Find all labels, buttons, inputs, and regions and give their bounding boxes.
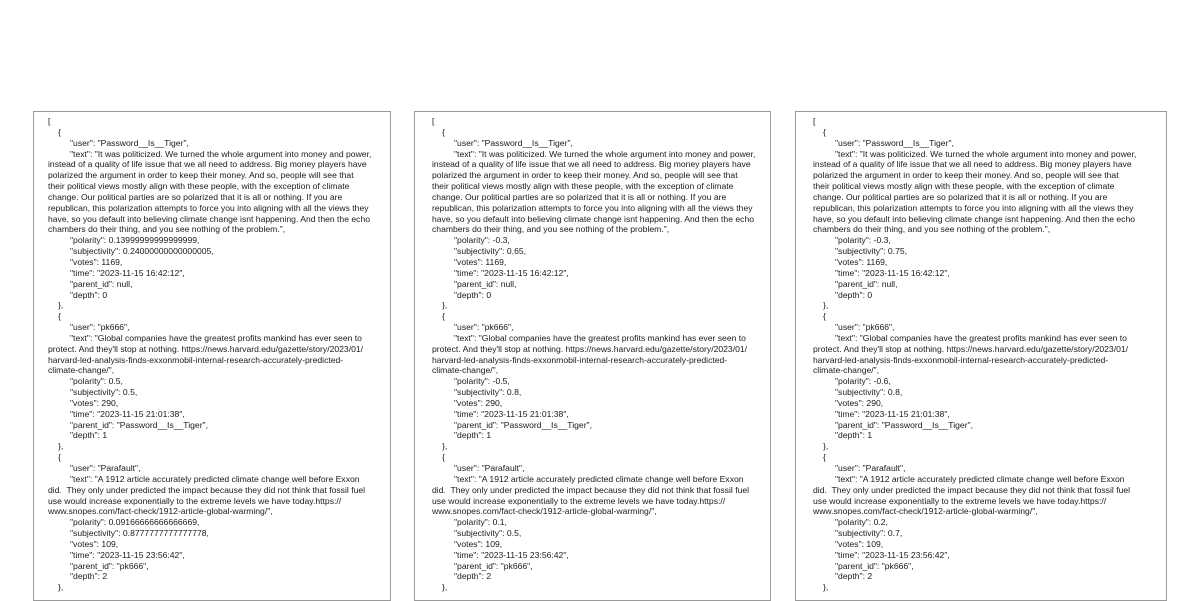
field-line: "depth": 1 xyxy=(454,430,492,441)
json-panel-content xyxy=(813,116,1162,593)
field-text-line: "text": "Global companies have the greatest profits mankind has ever seen to xyxy=(70,332,362,343)
field-text-line: polarized the argument in order to keep their money. And so, people will see that xyxy=(48,170,354,181)
field-text-line: their political views mostly align with these people, with the exception of climate xyxy=(48,181,350,192)
field-line: "polarity": 0.13999999999999999, xyxy=(70,235,200,246)
field-line: "subjectivity": 0.24000000000000005, xyxy=(70,246,214,257)
field-line: "depth": 2 xyxy=(70,571,108,582)
field-line: "parent_id": "Password__Is__Tiger", xyxy=(70,419,208,430)
field-line: "depth": 2 xyxy=(454,571,492,582)
field-text-line: have, so you default into believing climate change isnt happening. And then the echo xyxy=(813,213,1136,224)
field-line: "votes": 290, xyxy=(70,397,119,408)
field-line: "polarity": 0.2, xyxy=(835,517,888,528)
array-open-bracket: [ xyxy=(813,116,816,126)
field-line: "time": "2023-11-15 23:56:42", xyxy=(454,549,569,560)
field-line: "votes": 109, xyxy=(454,538,503,549)
field-line: "votes": 109, xyxy=(835,538,884,549)
field-text-line: use would increase exponentially to the extreme levels we have today.https:// xyxy=(813,495,1107,506)
field-line: "subjectivity": 0.5, xyxy=(70,387,138,398)
json-panel-1 xyxy=(33,111,391,601)
field-line: "votes": 290, xyxy=(454,397,503,408)
field-text-line: republican, this polarization attempts to force you into aligning with all the views they xyxy=(48,202,369,213)
field-line: "polarity": 0.09166666666666669, xyxy=(70,517,200,528)
field-line: "subjectivity": 0.5, xyxy=(454,528,522,539)
field-text-line: "text": "It was politicized. We turned the whole argument into money and power, xyxy=(454,148,756,159)
field-text-line: "text": "Global companies have the greatest profits mankind has ever seen to xyxy=(454,332,746,343)
json-panel-content xyxy=(432,116,766,593)
field-text-line: republican, this polarization attempts to force you into aligning with all the views they xyxy=(432,202,753,213)
field-text-line: use would increase exponentially to the extreme levels we have today.https:// xyxy=(48,495,342,506)
field-text-line: www.snopes.com/fact-check/1912-article-global-warming/", xyxy=(48,506,273,517)
field-text-line: did. They only under predicted the impact because they did not think that fossil fuel xyxy=(48,484,366,495)
object-open-brace: { xyxy=(442,452,445,463)
field-text-line: polarized the argument in order to keep their money. And so, people will see that xyxy=(813,170,1119,181)
field-user: "user": "Password__Is__Tiger", xyxy=(70,137,189,148)
object-close-brace: }, xyxy=(442,582,448,593)
object-open-brace: { xyxy=(58,311,61,322)
field-text-line: "text": "A 1912 article accurately predicted climate change well before Exxon xyxy=(70,473,360,484)
field-line: "depth": 0 xyxy=(454,289,492,300)
field-line: "subjectivity": 0.8, xyxy=(835,387,903,398)
field-user: "user": "Parafault", xyxy=(454,463,525,473)
field-text-line: instead of a quality of life issue that we all need to address. Big money players have xyxy=(813,159,1132,170)
field-line: "parent_id": "pk666", xyxy=(835,560,914,571)
field-text-line: www.snopes.com/fact-check/1912-article-global-warming/", xyxy=(432,506,657,517)
field-user: "user": "Password__Is__Tiger", xyxy=(835,137,954,148)
field-text-line: their political views mostly align with these people, with the exception of climate xyxy=(813,181,1115,192)
field-text-line: harvard-led-analysis-finds-exxonmobil-internal-research-accurately-predicted- xyxy=(48,354,344,365)
field-line: "votes": 1169, xyxy=(454,256,507,267)
field-line: "depth": 1 xyxy=(70,430,108,441)
field-text-line: "text": "A 1912 article accurately predicted climate change well before Exxon xyxy=(835,473,1125,484)
field-text-line: "text": "It was politicized. We turned the whole argument into money and power, xyxy=(70,148,372,159)
field-line: "polarity": 0.5, xyxy=(70,376,123,387)
json-panel-content xyxy=(48,116,386,593)
field-text-line: climate-change/", xyxy=(48,365,115,376)
field-line: "polarity": -0.6, xyxy=(835,376,891,387)
field-user: "user": "pk666", xyxy=(454,322,514,333)
object-close-brace: }, xyxy=(58,582,64,593)
field-line: "polarity": -0.3, xyxy=(835,235,891,246)
object-close-brace: }, xyxy=(58,441,64,452)
field-text-line: www.snopes.com/fact-check/1912-article-global-warming/", xyxy=(813,506,1038,517)
field-text-line: "text": "A 1912 article accurately predicted climate change well before Exxon xyxy=(454,473,744,484)
field-text-line: chambers do their thing, and you see nothing of the problem.", xyxy=(813,224,1051,235)
field-text-line: did. They only under predicted the impact because they did not think that fossil fuel xyxy=(813,484,1131,495)
field-line: "time": "2023-11-15 23:56:42", xyxy=(70,549,185,560)
field-text-line: have, so you default into believing climate change isnt happening. And then the echo xyxy=(48,213,371,224)
field-user: "user": "Parafault", xyxy=(835,463,906,473)
field-text-line: change. Our political parties are so polarized that it is all or nothing. If you are xyxy=(813,191,1108,202)
array-open-bracket: [ xyxy=(48,116,51,126)
field-line: "time": "2023-11-15 23:56:42", xyxy=(835,549,950,560)
field-user: "user": "Password__Is__Tiger", xyxy=(454,137,573,148)
field-line: "polarity": -0.3, xyxy=(454,235,510,246)
field-line: "votes": 1169, xyxy=(835,256,888,267)
field-line: "parent_id": "Password__Is__Tiger", xyxy=(835,419,973,430)
field-text-line: protect. And they'll stop at nothing. https://news.harvard.edu/gazette/story/2023/01/ xyxy=(813,343,1129,354)
field-line: "subjectivity": 0.7, xyxy=(835,528,903,539)
field-text-line: climate-change/", xyxy=(813,365,880,376)
field-text-line: protect. And they'll stop at nothing. https://news.harvard.edu/gazette/story/2023/01/ xyxy=(432,343,748,354)
field-line: "time": "2023-11-15 16:42:12", xyxy=(70,267,185,278)
object-close-brace: }, xyxy=(442,300,448,311)
field-line: "parent_id": "pk666", xyxy=(70,560,149,571)
field-text-line: polarized the argument in order to keep their money. And so, people will see that xyxy=(432,170,738,181)
field-line: "votes": 1169, xyxy=(70,256,123,267)
field-text-line: "text": "Global companies have the greatest profits mankind has ever seen to xyxy=(835,332,1127,343)
object-open-brace: { xyxy=(442,126,445,137)
field-text-line: have, so you default into believing climate change isnt happening. And then the echo xyxy=(432,213,755,224)
field-line: "parent_id": null, xyxy=(454,278,517,289)
field-line: "time": "2023-11-15 21:01:38", xyxy=(454,408,569,419)
field-line: "polarity": 0.1, xyxy=(454,517,507,528)
field-line: "subjectivity": 0.75, xyxy=(835,246,908,257)
field-text-line: change. Our political parties are so polarized that it is all or nothing. If you are xyxy=(432,191,727,202)
field-line: "subjectivity": 0.8777777777777778, xyxy=(70,528,209,539)
json-panel-2 xyxy=(414,111,771,601)
field-text-line: republican, this polarization attempts to force you into aligning with all the views they xyxy=(813,202,1134,213)
field-text-line: climate-change/", xyxy=(432,365,499,376)
field-text-line: use would increase exponentially to the extreme levels we have today.https:// xyxy=(432,495,726,506)
field-text-line: their political views mostly align with these people, with the exception of climate xyxy=(432,181,734,192)
field-user: "user": "pk666", xyxy=(70,322,130,333)
field-line: "subjectivity": 0.65, xyxy=(454,246,527,257)
object-close-brace: }, xyxy=(823,300,829,311)
object-open-brace: { xyxy=(58,126,61,137)
field-line: "time": "2023-11-15 21:01:38", xyxy=(70,408,185,419)
array-open-bracket: [ xyxy=(432,116,435,126)
field-text-line: harvard-led-analysis-finds-exxonmobil-internal-research-accurately-predicted- xyxy=(813,354,1109,365)
field-user: "user": "pk666", xyxy=(835,322,895,333)
field-line: "votes": 109, xyxy=(70,538,119,549)
object-close-brace: }, xyxy=(58,300,64,311)
field-text-line: protect. And they'll stop at nothing. https://news.harvard.edu/gazette/story/2023/01/ xyxy=(48,343,364,354)
field-line: "time": "2023-11-15 16:42:12", xyxy=(835,267,950,278)
field-line: "depth": 2 xyxy=(835,571,873,582)
field-line: "polarity": -0.5, xyxy=(454,376,510,387)
field-text-line: instead of a quality of life issue that we all need to address. Big money players have xyxy=(432,159,751,170)
field-text-line: harvard-led-analysis-finds-exxonmobil-internal-research-accurately-predicted- xyxy=(432,354,728,365)
object-open-brace: { xyxy=(823,126,826,137)
field-line: "time": "2023-11-15 21:01:38", xyxy=(835,408,950,419)
object-close-brace: }, xyxy=(823,441,829,452)
field-line: "time": "2023-11-15 16:42:12", xyxy=(454,267,569,278)
field-text-line: instead of a quality of life issue that we all need to address. Big money players have xyxy=(48,159,367,170)
object-open-brace: { xyxy=(823,311,826,322)
object-close-brace: }, xyxy=(442,441,448,452)
field-line: "depth": 1 xyxy=(835,430,873,441)
field-line: "parent_id": "Password__Is__Tiger", xyxy=(454,419,592,430)
field-text-line: did. They only under predicted the impact because they did not think that fossil fuel xyxy=(432,484,750,495)
json-panel-3 xyxy=(795,111,1167,601)
field-user: "user": "Parafault", xyxy=(70,463,141,473)
field-line: "parent_id": null, xyxy=(70,278,133,289)
field-text-line: chambers do their thing, and you see nothing of the problem.", xyxy=(432,224,670,235)
field-line: "subjectivity": 0.8, xyxy=(454,387,522,398)
field-line: "depth": 0 xyxy=(835,289,873,300)
object-open-brace: { xyxy=(823,452,826,463)
field-line: "depth": 0 xyxy=(70,289,108,300)
object-open-brace: { xyxy=(442,311,445,322)
field-text-line: change. Our political parties are so polarized that it is all or nothing. If you are xyxy=(48,191,343,202)
field-line: "votes": 290, xyxy=(835,397,884,408)
object-open-brace: { xyxy=(58,452,61,463)
object-close-brace: }, xyxy=(823,582,829,593)
field-text-line: "text": "It was politicized. We turned the whole argument into money and power, xyxy=(835,148,1137,159)
field-text-line: chambers do their thing, and you see nothing of the problem.", xyxy=(48,224,286,235)
field-line: "parent_id": null, xyxy=(835,278,898,289)
field-line: "parent_id": "pk666", xyxy=(454,560,533,571)
